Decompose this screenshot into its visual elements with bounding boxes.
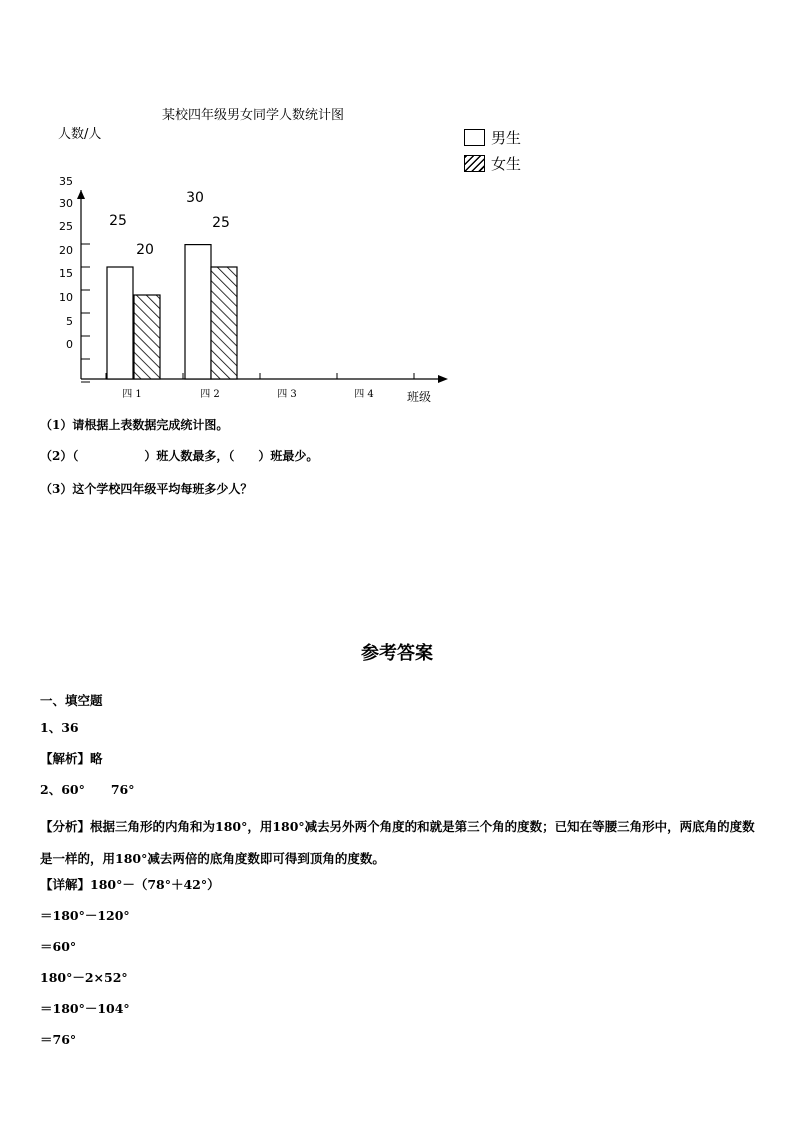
y-tick-label: 5	[66, 315, 73, 328]
x-axis-arrow	[438, 375, 448, 383]
x-tick-label: 四 3	[277, 389, 297, 400]
calc-step-5: ＝76°	[40, 1032, 77, 1047]
bar-boys	[185, 245, 211, 379]
chart-title: 某校四年级男女同学人数统计图	[162, 108, 345, 123]
y-tick-label: 30	[59, 197, 73, 210]
y-tick-label: 15	[59, 267, 73, 280]
section-heading: 一、填空题	[40, 693, 103, 708]
y-axis-arrow	[77, 190, 85, 199]
calc-step-1: ＝180°－120°	[40, 908, 130, 923]
data-label-boys: 25	[109, 213, 127, 229]
legend-label-boys: 男生	[491, 128, 522, 147]
y-tick-label: 0	[66, 338, 73, 351]
answer-2-value-b: 76°	[110, 782, 135, 797]
data-label-girls: 20	[136, 242, 154, 258]
answers-heading: 参考答案	[361, 643, 433, 664]
x-tick-label: 四 2	[200, 389, 220, 400]
answer-1: 1、36	[40, 720, 79, 735]
bar-girls	[211, 267, 237, 379]
y-axis-unit-label: 人数/人	[58, 127, 102, 142]
question-2-part-3: ）班最少。	[258, 449, 319, 463]
calc-step-4: ＝180°－104°	[40, 1001, 130, 1016]
x-axis-title: 班级	[406, 390, 432, 404]
answer-2	[40, 780, 135, 798]
y-tick-label: 35	[59, 175, 73, 188]
x-tick-label: 四 1	[122, 389, 142, 400]
data-label-boys: 30	[186, 190, 204, 206]
calc-step-3: 180°－2×52°	[40, 970, 128, 985]
legend-label-girls: 女生	[491, 154, 522, 173]
question-2-part-2: ）班人数最多，（	[144, 449, 235, 463]
bar-girls	[134, 295, 160, 379]
x-tick-label: 四 4	[354, 389, 374, 400]
question-2	[40, 447, 318, 464]
answer-2-detail: 【详解】180°－（78°＋42°）	[40, 877, 220, 892]
question-2-part-1: （2）（	[40, 449, 79, 463]
data-label-girls: 25	[212, 215, 230, 231]
answer-2-value-a: 2、60°	[40, 782, 85, 797]
answer-2-analysis: 【分析】根据三角形的内角和为180°，用180°减去另外两个角度的和就是第三个角的度数；已知在等腰三角形中，两底角的度数是一样的，用180°减去两倍的底角度数即可得到顶角的度数。	[40, 819, 755, 866]
bar-boys	[107, 267, 133, 379]
legend-item-girls	[464, 151, 521, 175]
y-tick-label: 25	[59, 220, 73, 233]
question-1: （1）请根据上表数据完成统计图。	[40, 418, 229, 432]
question-3: （3）这个学校四年级平均每班多少人？	[40, 482, 253, 496]
bar-chart	[0, 90, 470, 410]
answer-1-note: 【解析】略	[40, 751, 103, 766]
chart-legend	[464, 125, 521, 177]
y-tick-label: 20	[59, 244, 73, 257]
legend-item-boys	[464, 125, 521, 149]
y-tick-label: 10	[59, 291, 73, 304]
calc-step-2: ＝60°	[40, 939, 77, 954]
